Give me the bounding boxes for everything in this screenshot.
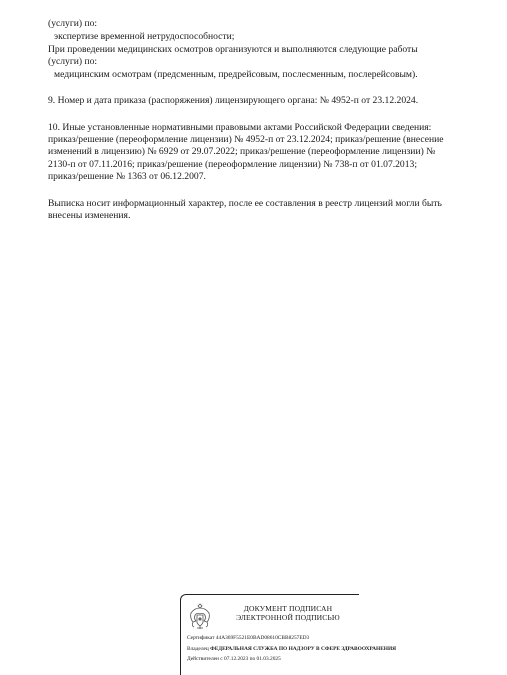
valid-label: Действителен [187, 656, 219, 662]
coat-of-arms-icon [187, 601, 213, 631]
text-line-medical-exams-list: медицинским осмотрам (предсменным, предрейсовым, послесменным, послерейсовым). [54, 69, 418, 80]
disclaimer-line-1: Выписка носит информационный характер, после ее составления в реестр лицензий могли быть [48, 198, 442, 209]
electronic-signature-stamp [180, 594, 397, 675]
text-line-services-2: (услуги) по: [48, 56, 98, 67]
section-10-heading: 10. Иные установленные нормативными правовыми актами Российской Федерации сведения: [48, 122, 432, 133]
section-10-line-2: изменений в лицензию) № 6929 от 29.07.2022; приказ/решение (переоформление лицензии) № [48, 146, 436, 157]
stamp-valid-row [187, 656, 281, 663]
owner-label: Владелец [187, 646, 209, 652]
section-10-line-4: приказ/решение № 1363 от 06.12.2007. [48, 171, 206, 182]
certificate-value: 44A369F5521E0BAD08610CBB8257ED3 [215, 635, 310, 641]
section-9-order: 9. Номер и дата приказа (распоряжения) лицензирующего органа: № 4952-п от 23.12.2024. [48, 95, 419, 106]
section-10-line-3: 2130-п от 07.11.2016; приказ/решение (переоформление лицензии) № 738-п от 01.07.2013; [48, 159, 417, 170]
valid-value: с 07.12.2023 по 01.03.2025 [220, 656, 281, 662]
section-10-line-1: приказ/решение (переоформление лицензии) № 4952-п от 23.12.2024; приказ/решение (внесение [48, 134, 444, 145]
certificate-label: Сертификат [187, 635, 215, 641]
stamp-certificate-row [187, 635, 309, 642]
stamp-title-line-2: ЭЛЕКТРОННОЙ ПОДПИСЬЮ [236, 613, 340, 622]
owner-value: ФЕДЕРАЛЬНАЯ СЛУЖБА ПО НАДЗОРУ В СФЕРЕ ЗДРАВООХРАНЕНИЯ [210, 646, 397, 652]
stamp-title-line-1: ДОКУМЕНТ ПОДПИСАН [243, 604, 333, 613]
text-line-medical-exams-intro: При проведении медицинских осмотров организуются и выполняются следующие работы [48, 44, 418, 55]
text-line-services-1: (услуги) по: [48, 18, 98, 29]
stamp-owner-row [187, 646, 396, 653]
disclaimer-line-2: внесены изменения. [48, 210, 131, 221]
text-line-expertise: экспертизе временной нетрудоспособности; [54, 31, 235, 42]
